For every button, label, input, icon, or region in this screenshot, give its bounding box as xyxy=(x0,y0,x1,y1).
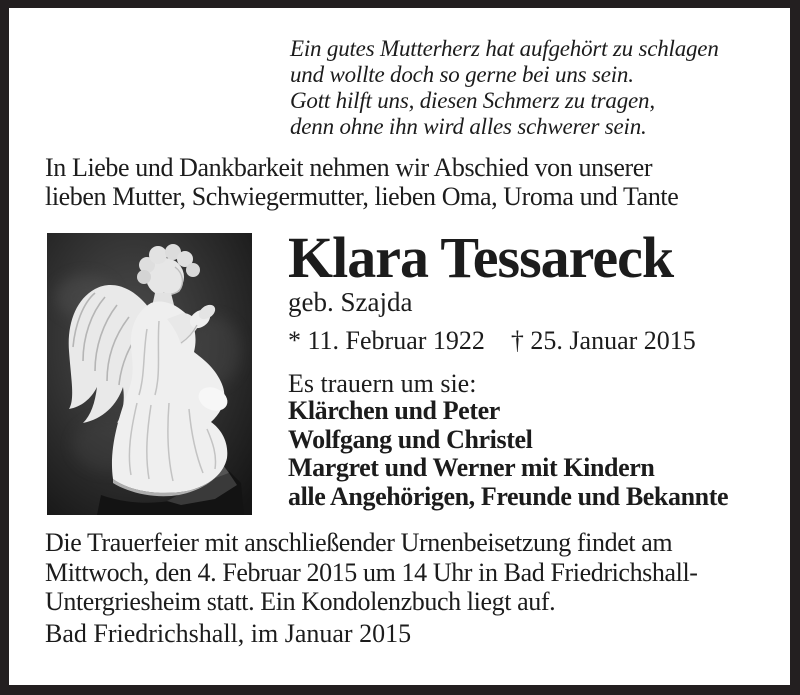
deceased-name: Klara Tessareck xyxy=(288,225,674,290)
verse-line: Gott hilft uns, diesen Schmerz zu tragen, xyxy=(290,88,655,113)
maiden-name: geb. Szajda xyxy=(288,287,413,317)
mourner-line: alle Angehörigen, Freunde und Bekannte xyxy=(288,481,729,511)
angel-photo xyxy=(47,233,252,515)
funeral-info xyxy=(45,528,698,617)
funeral-line: Mittwoch, den 4. Februar 2015 um 14 Uhr in Bad Friedrichshall- xyxy=(45,557,698,587)
verse-line: und wollte doch so gerne bei uns sein. xyxy=(290,62,634,87)
verse-line: Ein gutes Mutterherz hat aufgehört zu schlagen xyxy=(290,36,719,61)
memorial-verse xyxy=(290,36,719,140)
mourner-line: Klärchen und Peter xyxy=(288,396,500,425)
mourners-intro: Es trauern um sie: xyxy=(288,369,477,398)
mourner-line: Wolfgang und Christel xyxy=(288,424,533,454)
funeral-line: Die Trauerfeier mit anschließender Urnenbeisetzung findet am xyxy=(45,528,673,557)
funeral-line: Untergriesheim statt. Ein Kondolenzbuch liegt auf. xyxy=(45,587,556,616)
mourner-line: Margret und Werner mit Kindern xyxy=(288,453,655,483)
birth-date: * 11. Februar 1922 xyxy=(288,326,485,355)
farewell-line: In Liebe und Dankbarkeit nehmen wir Abschied von unserer xyxy=(45,153,653,182)
life-dates xyxy=(288,326,696,356)
death-date: † 25. Januar 2015 xyxy=(510,326,696,355)
farewell-text xyxy=(45,153,678,211)
mourners-list xyxy=(288,397,728,511)
verse-line: denn ohne ihn wird alles schwerer sein. xyxy=(290,114,647,139)
praying-angel-statue-image xyxy=(47,233,252,515)
farewell-line: lieben Mutter, Schwiegermutter, lieben Oma, Uroma und Tante xyxy=(45,182,679,211)
place-and-date: Bad Friedrichshall, im Januar 2015 xyxy=(45,619,412,648)
